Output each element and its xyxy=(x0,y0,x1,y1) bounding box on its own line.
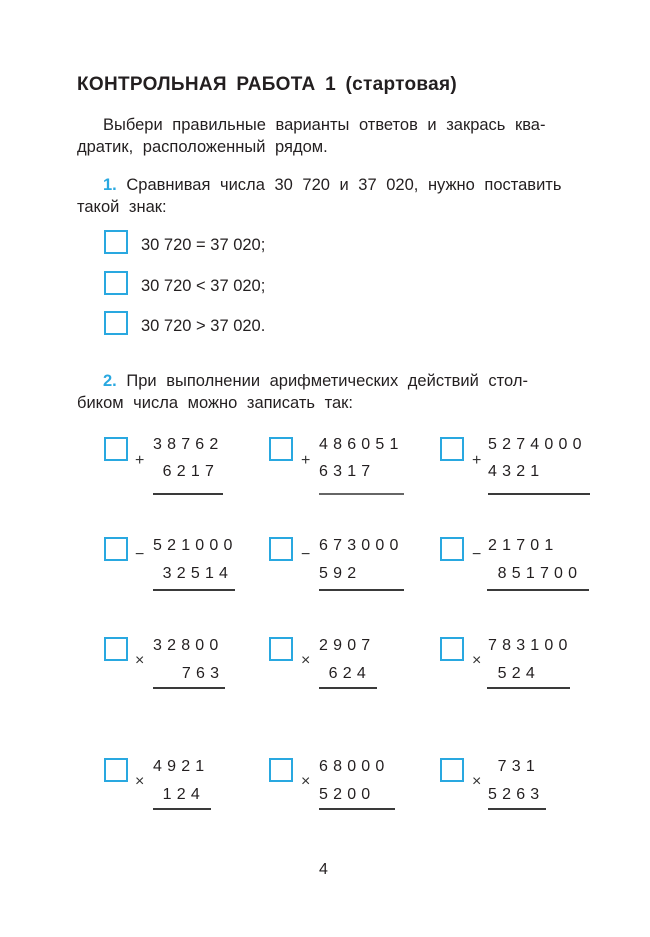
multiply-icon: × xyxy=(301,773,311,790)
minus-icon: − xyxy=(135,546,145,563)
result-line xyxy=(319,493,404,495)
task2-r1c1-checkbox[interactable] xyxy=(104,437,128,461)
task1-option-1-label: 30 720 = 37 020; xyxy=(141,236,266,254)
task1-number: 1. xyxy=(103,176,117,194)
result-line xyxy=(319,589,404,591)
task2-r3c2-bottom: 624 xyxy=(319,665,371,682)
page-number: 4 xyxy=(319,861,328,878)
task2-r3c1-checkbox[interactable] xyxy=(104,637,128,661)
task2-r4c1-checkbox[interactable] xyxy=(104,758,128,782)
result-line xyxy=(488,493,590,495)
task2-r1c1-bottom: 6217 xyxy=(153,463,220,480)
task2-r3c1-bottom: 763 xyxy=(153,665,225,682)
task2-r3c2-checkbox[interactable] xyxy=(269,637,293,661)
result-line xyxy=(153,493,223,495)
task2-r1c1-top: 38762 xyxy=(153,436,224,453)
task2-r2c1-top: 521000 xyxy=(153,537,238,554)
multiply-icon: × xyxy=(135,773,145,790)
task2-r3c3-bottom: 524 xyxy=(488,665,540,682)
task2-r2c3-checkbox[interactable] xyxy=(440,537,464,561)
task1-text: Сравнивая числа 30 720 и 37 020, нужно поставить xyxy=(126,176,562,194)
result-line xyxy=(488,808,546,810)
task1-line-2: такой знак: xyxy=(77,198,167,216)
plus-icon: + xyxy=(301,452,311,469)
result-line xyxy=(153,808,211,810)
task2-r3c3-top: 783100 xyxy=(488,637,573,654)
task1-option-3-label: 30 720 > 37 020. xyxy=(141,317,266,335)
intro-line-2: дратик, расположенный рядом. xyxy=(77,138,328,156)
result-line xyxy=(487,687,570,689)
multiply-icon: × xyxy=(472,773,482,790)
multiply-icon: × xyxy=(472,652,482,669)
task2-r1c2-checkbox[interactable] xyxy=(269,437,293,461)
task2-r1c2-bottom: 6317 xyxy=(319,463,376,480)
task2-r2c2-top: 673000 xyxy=(319,537,404,554)
task2-r4c1-bottom: 124 xyxy=(153,786,205,803)
task2-r3c3-checkbox[interactable] xyxy=(440,637,464,661)
task2-r4c3-top: 731 xyxy=(488,758,540,775)
multiply-icon: × xyxy=(135,652,145,669)
task2-r1c3-bottom: 4321 xyxy=(488,463,545,480)
task2-r2c1-bottom: 32514 xyxy=(153,565,234,582)
task1-option-2-checkbox[interactable] xyxy=(104,271,128,295)
result-line xyxy=(319,687,377,689)
task2-r1c2-top: 486051 xyxy=(319,436,404,453)
result-line xyxy=(487,589,589,591)
task2-r1c3-checkbox[interactable] xyxy=(440,437,464,461)
task2-line-2: биком числа можно записать так: xyxy=(77,394,353,412)
task2-r2c3-bottom: 851700 xyxy=(488,565,583,582)
task2-number: 2. xyxy=(103,372,117,390)
result-line xyxy=(153,589,235,591)
task2-r2c3-top: 21701 xyxy=(488,537,559,554)
task1-option-3-checkbox[interactable] xyxy=(104,311,128,335)
multiply-icon: × xyxy=(301,652,311,669)
task1-line-1 xyxy=(103,174,561,196)
task2-r4c2-top: 68000 xyxy=(319,758,390,775)
task2-r2c2-bottom: 592 xyxy=(319,565,362,582)
task2-r4c2-bottom: 5200 xyxy=(319,786,376,803)
result-line xyxy=(153,687,225,689)
task2-r4c2-checkbox[interactable] xyxy=(269,758,293,782)
task2-r4c1-top: 4921 xyxy=(153,758,210,775)
plus-icon: + xyxy=(135,452,145,469)
task2-r3c2-top: 2907 xyxy=(319,637,376,654)
task2-text: При выполнении арифметических действий стол- xyxy=(126,372,528,390)
task2-r4c3-bottom: 5263 xyxy=(488,786,545,803)
page-title: КОНТРОЛЬНАЯ РАБОТА 1 (стартовая) xyxy=(77,74,458,95)
minus-icon: − xyxy=(472,546,482,563)
intro-line-1: Выбери правильные варианты ответов и закрась ква- xyxy=(103,116,546,134)
task2-r3c1-top: 32800 xyxy=(153,637,224,654)
task1-option-2-label: 30 720 < 37 020; xyxy=(141,277,266,295)
task2-r2c1-checkbox[interactable] xyxy=(104,537,128,561)
plus-icon: + xyxy=(472,452,482,469)
task1-option-1-checkbox[interactable] xyxy=(104,230,128,254)
minus-icon: − xyxy=(301,546,311,563)
task2-r1c3-top: 5274000 xyxy=(488,436,587,453)
result-line xyxy=(319,808,395,810)
task2-r2c2-checkbox[interactable] xyxy=(269,537,293,561)
task2-line-1 xyxy=(103,370,528,392)
task2-r4c3-checkbox[interactable] xyxy=(440,758,464,782)
